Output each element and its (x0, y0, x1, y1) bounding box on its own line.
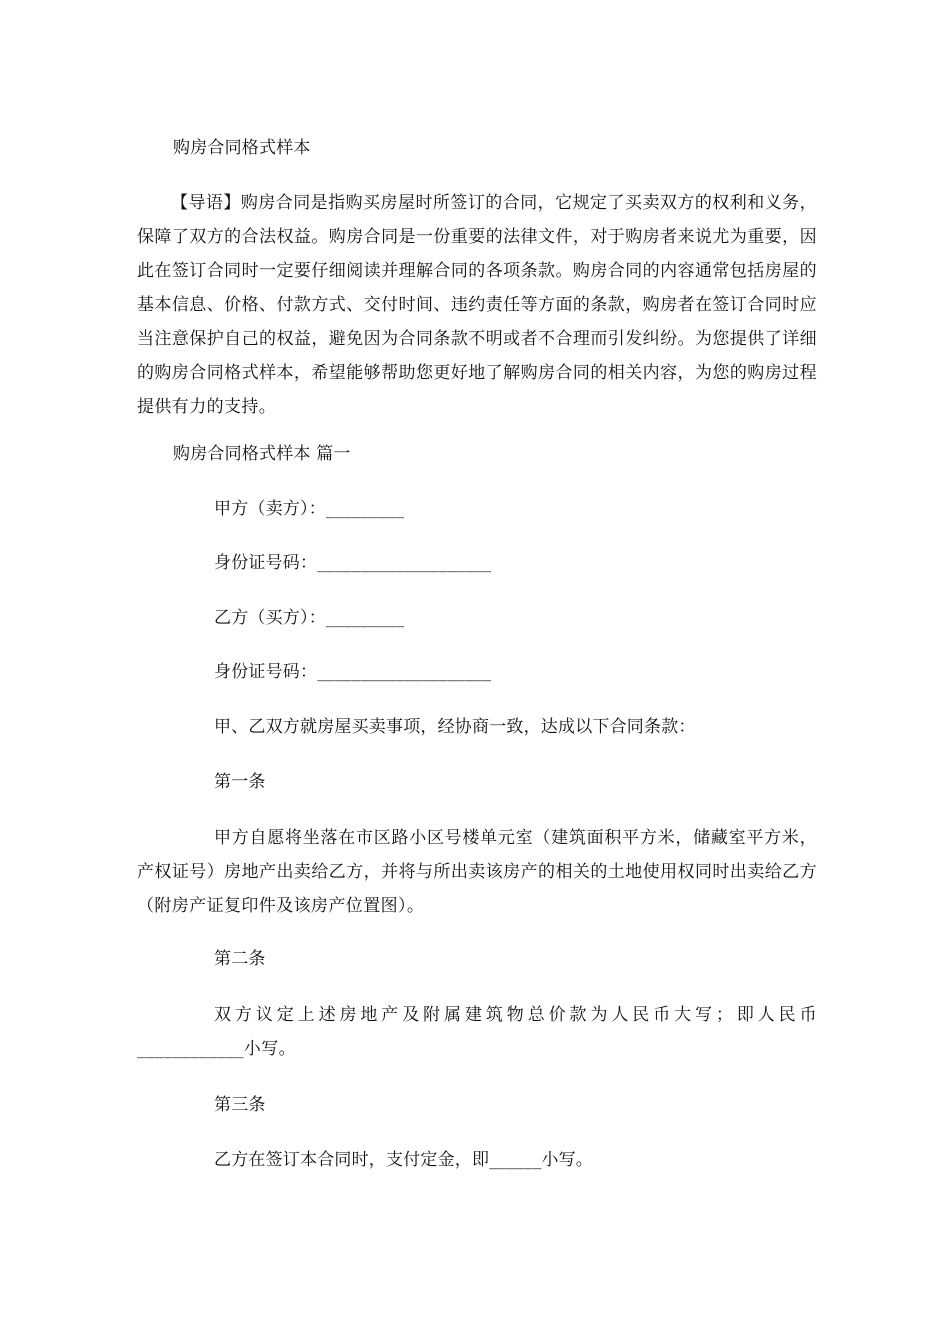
article-3-title: 第三条 (214, 1095, 266, 1115)
party-a-field: 甲方（卖方）：_________ (214, 499, 405, 519)
agreement-statement: 甲、乙双方就房屋买卖事项，经协商一致，达成以下合同条款： (214, 717, 696, 737)
party-b-field: 乙方（买方）：_________ (214, 608, 405, 628)
party-a-id-field: 身份证号码：____________________ (214, 553, 492, 573)
section-title: 购房合同格式样本 篇一 (173, 444, 351, 464)
article-1-body: 甲方自愿将坐落在市区路小区号楼单元室（建筑面积平方米，储藏室平方米，产权证号）房地产出卖给乙方，并将与所出卖该房产的相关的土地使用权同时出卖给乙方（附房产证复印件及该房产位置图）。 (137, 828, 817, 916)
intro-paragraph: 【导语】购房合同是指购买房屋时所签订的合同，它规定了买卖双方的权利和义务，保障了双方的合法权益。购房合同是一份重要的法律文件，对于购房者来说尤为重要，因此在签订合同时一定要仔细阅读并理解合同的各项条款。购房合同的内容通常包括房屋的基本信息、价格、付款方式、交付时间、违约责任等方面的条款，购房者在签订合同时应当注意保护自己的权益，避免因为合同条款不明或者不合理而引发纠纷。为您提供了详细的购房合同格式样本，希望能够帮助您更好地了解购房合同的相关内容，为您的购房过程提供有力的支持。 (137, 193, 817, 417)
party-b-id-field: 身份证号码：____________________ (214, 662, 492, 682)
article-1-title: 第一条 (214, 772, 266, 792)
article-2-title: 第二条 (214, 949, 266, 969)
document-title: 购房合同格式样本 (173, 138, 311, 158)
article-3-body: 乙方在签订本合同时，支付定金，即______小写。 (214, 1150, 593, 1170)
article-2-body: 双方议定上述房地产及附属建筑物总价款为人民币大写；即人民币____________小写。 (137, 1005, 817, 1059)
